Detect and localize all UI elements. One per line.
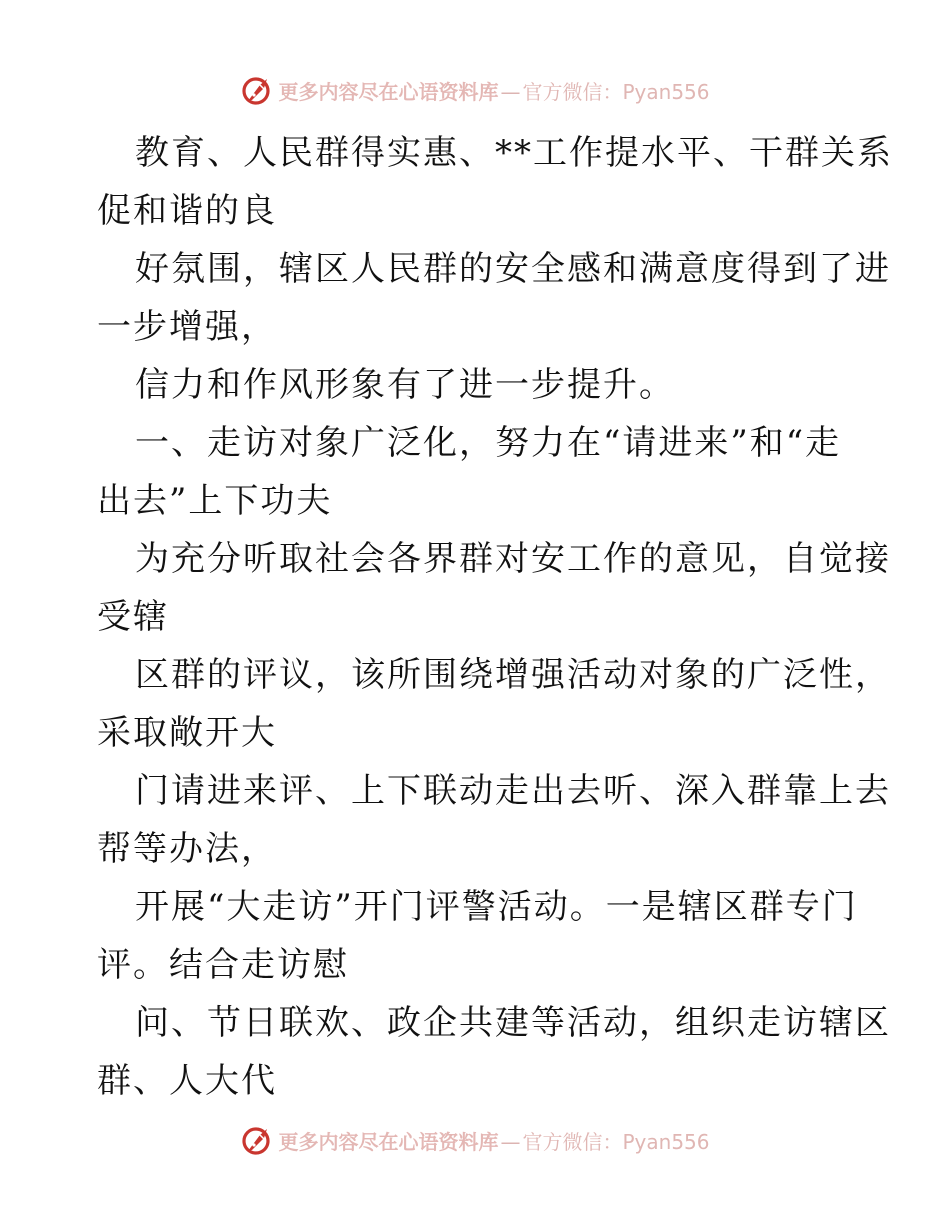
body-line: 群、人大代 [97, 1061, 277, 1101]
body-line: 一步增强， [97, 307, 277, 347]
body-line: 评。结合走访慰 [97, 945, 349, 985]
banner-site-text: 更多内容尽在心语资料库 [278, 79, 499, 104]
document-body [97, 124, 893, 1110]
header-watermark-banner [0, 70, 950, 110]
body-line: 出去”上下功夫 [97, 481, 333, 521]
body-line: 采取敞开大 [97, 713, 277, 753]
body-line: 为充分听取社会各界群对安工作的意见，自觉接 [135, 539, 891, 579]
body-line: 好氛围，辖区人民群的安全感和满意度得到了进 [135, 249, 891, 289]
banner-wechat-label: 官方微信： [522, 79, 623, 104]
banner-dash: — [500, 1129, 521, 1154]
pen-nib-logo-icon [240, 73, 274, 107]
banner-wechat-id: Pyan556 [622, 1129, 710, 1154]
footer-watermark-banner [0, 1120, 950, 1160]
body-line: 开展“大走访”开门评警活动。一是辖区群专门 [135, 887, 858, 927]
banner-site-text: 更多内容尽在心语资料库 [278, 1129, 499, 1154]
body-line: 门请进来评、上下联动走出去听、深入群靠上去 [135, 771, 891, 811]
body-line: 信力和作风形象有了进一步提升。 [135, 365, 675, 405]
banner-wechat-label: 官方微信： [522, 1129, 623, 1154]
body-line: 受辖 [97, 597, 169, 637]
body-line: 区群的评议，该所围绕增强活动对象的广泛性， [135, 655, 891, 695]
body-line: 一、走访对象广泛化，努力在“请进来”和“走 [135, 423, 842, 463]
body-line: 问、节日联欢、政企共建等活动，组织走访辖区 [135, 1003, 891, 1043]
body-line: 促和谐的良 [97, 191, 277, 231]
body-line: 帮等办法， [97, 829, 277, 869]
banner-wechat-id: Pyan556 [622, 79, 710, 104]
body-line: 教育、人民群得实惠、**工作提水平、干群关系 [135, 133, 893, 173]
pen-nib-logo-icon [240, 1123, 274, 1157]
banner-dash: — [500, 79, 521, 104]
